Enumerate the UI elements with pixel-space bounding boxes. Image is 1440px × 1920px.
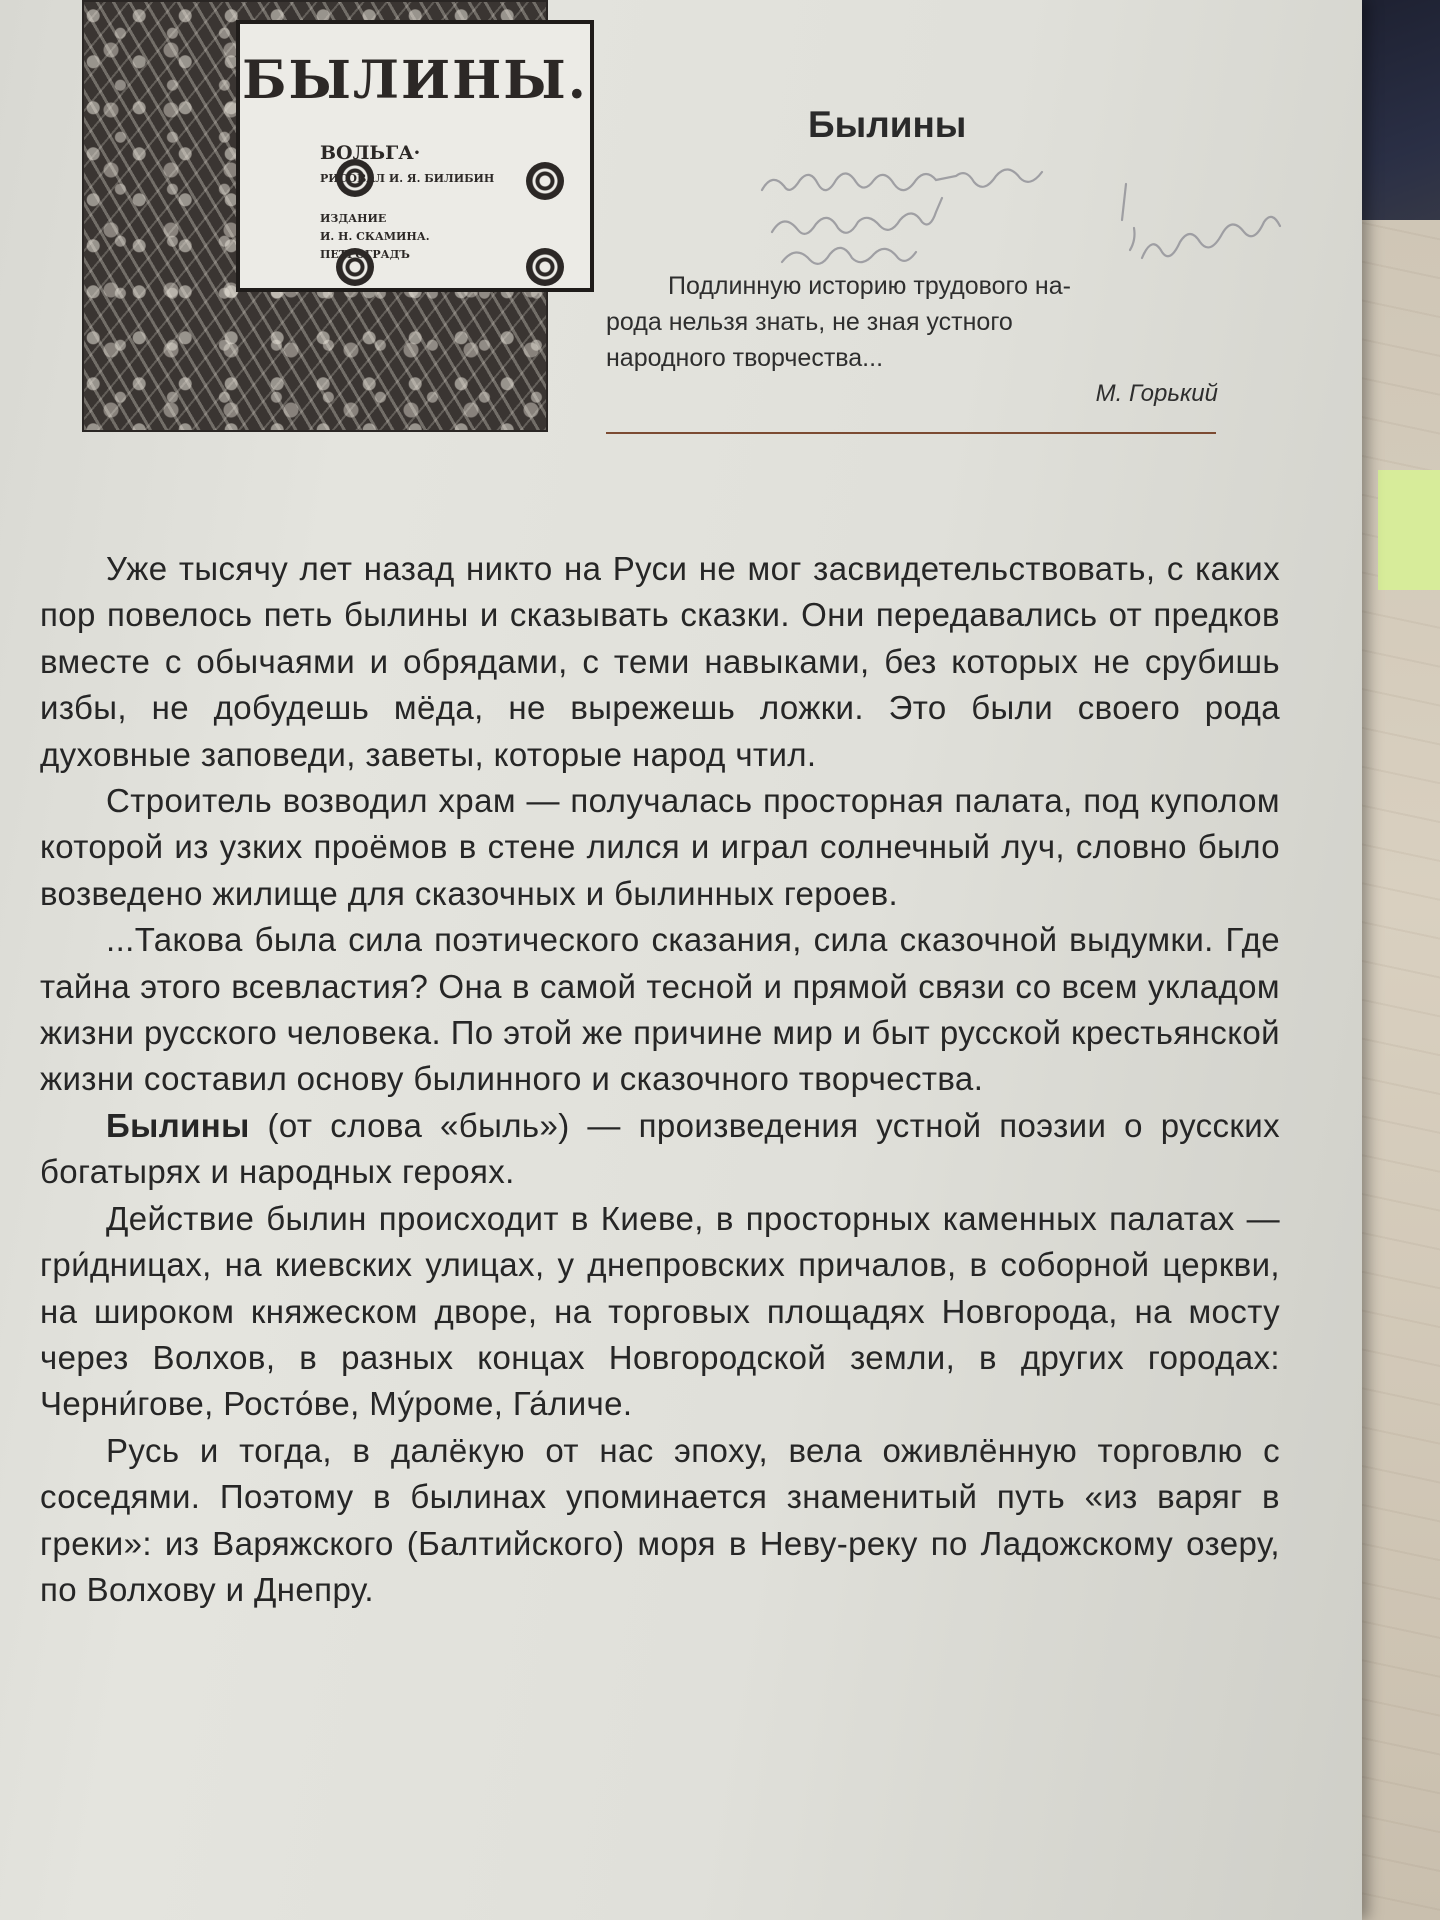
page-title: Былины	[808, 104, 967, 145]
epigraph-author: М. Горький	[1095, 380, 1218, 407]
paragraph: Русь и тогда, в далёкую от нас эпоху, вела оживлённую торговлю с соседями. Поэтому в былинах упоминается знаменитый путь «из варяг в греки»: из Варяжского (Балтийского) моря в Неву-реку по Ладожскому озеру, по Волхову и Днепру.	[40, 1431, 1280, 1608]
cover-line: РИСОВАЛ И. Я. БИЛИБИН	[320, 172, 495, 185]
cover-title-plate	[236, 20, 594, 292]
paragraph: Уже тысячу лет назад никто на Руси не мог засвидетельствовать, с каких пор повелось петь былины и сказывать сказки. Они передавались от предков вместе с обычаями и обрядами, с теми навыками, без которых не срубишь избы, не добудешь мёда, не вырежешь ложки. Это были своего рода духовные заповеди, заветы, которые народ чтил.	[40, 550, 1280, 773]
epigraph-line: Подлинную историю трудового на-	[668, 272, 1071, 300]
paragraph: Действие былин происходит в Киеве, в просторных каменных палатах — гри́дницах, на киевских улицах, у днепровских причалов, в соборной церкви, на широком княжеском дворе, на торговых площадях Новгорода, на мосту через Волхов, в разных концах Новгородской земли, в других городах: Черни́гове, Росто́ве, Му́роме, Га́личе.	[40, 1199, 1280, 1423]
cover-line: ИЗДАНИЕ	[320, 212, 387, 225]
epigraph-line: народного творчества...	[606, 344, 884, 372]
epigraph	[606, 268, 1210, 376]
paragraph-definition	[40, 1103, 1280, 1196]
cover-illustration	[82, 0, 588, 432]
rosette-ornament-icon	[526, 162, 564, 200]
term-bold: Былины	[106, 1106, 250, 1144]
cover-line: И. Н. СКАМИНА.	[320, 230, 430, 243]
definition-text: (от слова «быль») — произведения устной поэзии о русских богатырях и народных героях.	[40, 1106, 1280, 1191]
sticky-note-tab	[1378, 470, 1440, 590]
rosette-ornament-icon	[526, 248, 564, 286]
epigraph-line: рода нельзя знать, не зная устного	[606, 308, 1013, 336]
cover-line: ВОЛЬГА·	[320, 142, 421, 164]
handwritten-note	[752, 150, 1312, 270]
epigraph-divider	[606, 432, 1216, 434]
cover-line: ПЕТРОГРАДЪ	[320, 248, 410, 261]
paragraph: ...Такова была сила поэтического сказания, сила сказочной выдумки. Где тайна этого всевластия? Она в самой тесной и прямой связи со всем укладом жизни русского человека. По этой же причине мир и быт русской крестьянской жизни составил основу былинного и сказочного творчества.	[40, 921, 1280, 1098]
paragraph: Строитель возводил храм — получалась просторная палата, под куполом которой из узких проёмов в стене лился и играл солнечный луч, словно было возведено жилище для сказочных и былинных героев.	[40, 782, 1280, 912]
article-body	[40, 546, 1280, 1613]
cover-title: БЫЛИНЫ.	[242, 50, 588, 111]
